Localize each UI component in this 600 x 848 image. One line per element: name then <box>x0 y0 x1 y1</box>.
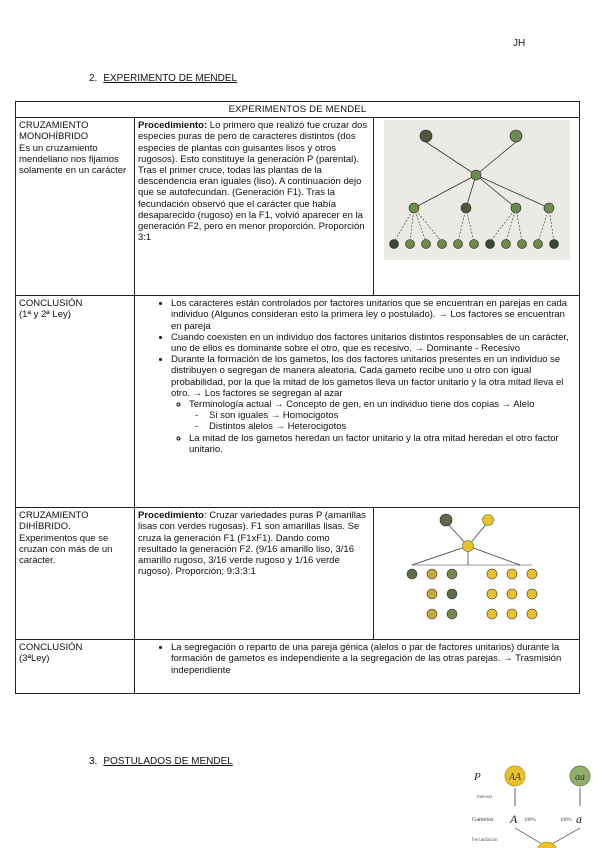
gametes-label: Gametos <box>472 817 494 823</box>
genotype-cross-diagram <box>470 760 600 848</box>
monohybrid-procedure-cell <box>135 118 374 296</box>
dash-item: - Distintos alelos → Heterocigotos <box>209 421 576 432</box>
percent-recessive: 100% <box>560 818 572 823</box>
list-item: • Los caracteres están controlados por factores unitarios que se encuentran en parejas en cada individuo (Algunos consideran esto la primera ley o postulado). → Los factores se encuentran en pareja <box>171 298 576 332</box>
sub-list <box>171 399 576 455</box>
conclusion-1-list <box>138 298 576 455</box>
row-monohybrid <box>16 118 580 296</box>
dihybrid-desc: Experimentos que se cruzan con más de un carácter. <box>19 532 113 567</box>
mendel-experiments-table <box>15 101 580 694</box>
section-2-number: 2. <box>89 73 98 84</box>
dihybrid-label-cell <box>16 508 135 640</box>
monohybrid-title-1: CRUZAMIENTO <box>19 120 89 132</box>
conclusion-1-laws: (1ª y 2ª Ley) <box>19 309 71 321</box>
author-initials: JH <box>513 38 526 49</box>
monohybrid-figure-cell <box>374 118 580 296</box>
conclusion-1-label-cell <box>16 296 135 508</box>
percent-dominant: 100% <box>524 818 536 823</box>
dominant-genotype: AA <box>508 772 522 783</box>
dihybrid-procedure-cell <box>135 508 374 640</box>
monohybrid-label-cell <box>16 118 135 296</box>
monohybrid-proc-text: Lo primero que realizó fue cruzar dos especies puras de pero de caracteres distintos (dos especies de plantas con guisantes lisos y otros rugosos). Esto constituye la generación P (parental). Tras el primer cruce, todas las plantas de la descendencia eran iguales (liso). A continuación dejo que se autofecundan. (Generación F1). Tras la fecundación observó que el carácter que había desaparecido (rugoso) en la F1, volvió aparecer en la generación F2, pero en menor proporción. Proporción 3:1 <box>138 120 368 244</box>
dihybrid-cross-diagram <box>402 510 552 634</box>
list-item: • La segregación o reparto de una pareja génica (alelos o par de factores unitarios) durante la formación de gametos es independiente a la segregación de las otras parejas. → Trasmisión independiente <box>171 642 576 676</box>
row-conclusion-3 <box>16 640 580 694</box>
conclusion-1-title: CONCLUSIÓN <box>19 298 83 310</box>
row-conclusion-1 <box>16 296 580 508</box>
monohybrid-title-2: MONOHÍBRIDO <box>19 131 89 143</box>
gamete-recessive: a <box>576 812 582 826</box>
dihybrid-proc-text: : Cruzar variedades puras P (amarillas lisas con verdes rugosas). F1 son amarillas lisas. Se cruza la generación F1 (F1xF1). Dando como resultado la generación F2. (9/16 amarillo liso, 3/16 amarillo rugoso, 3/16 verde rugoso y 1/16 verde rugoso). Proporción; 9:3:3:1 <box>138 510 366 578</box>
conclusion-3-title: CONCLUSIÓN <box>19 642 83 654</box>
monohybrid-cross-diagram <box>384 120 570 260</box>
conclusion-1-content <box>135 296 580 508</box>
section-3-heading <box>89 756 233 767</box>
dash-item: - Si son iguales → Homocigotos <box>209 410 576 421</box>
meiosis-label: meiosis <box>477 795 493 800</box>
section-3-title: POSTULADOS DE MENDEL <box>103 756 233 767</box>
sub-list-item <box>189 399 576 433</box>
list-item <box>171 354 576 455</box>
conclusion-3-list <box>138 642 576 676</box>
arrow-line <box>552 828 580 844</box>
dash-list <box>189 410 576 432</box>
monohybrid-desc: Es un cruzamiento mendeliano nos fijamos solamente en un carácter <box>19 142 127 177</box>
sub-list-item-text: Terminología actual → Concepto de gen, en un individuo tiene dos copias → Alelo <box>189 399 535 411</box>
conclusion-3-label-cell <box>16 640 135 694</box>
list-item: • Cuando coexisten en un individuo dos factores unitarios distintos responsables de un carácter, uno de ellos es dominante sobre el otro, que es recesivo. → Dominante - Recesivo <box>171 332 576 354</box>
dihybrid-title-2: DIHÍBRIDO. <box>19 521 71 533</box>
gamete-dominant: A <box>510 812 518 826</box>
dihybrid-title-1: CRUZAMIENTO <box>19 510 89 522</box>
dihybrid-figure-cell <box>374 508 580 640</box>
monohybrid-proc-label: Procedimiento: <box>138 120 208 132</box>
fertilization-label: Fecundación <box>472 838 498 843</box>
list-item-text: Durante la formación de los gametos, los dos factores unitarios presentes en un individuo se distribuyen o segregan de manera aleatoria. Cada gameto recibe uno u otro con igual probabilidad, por la que la mitad de los gametos lleva un factor unitario y la otra mitad lleva el otro. → Los factores se segregan al azar <box>171 354 564 399</box>
table-title: EXPERIMENTOS DE MENDEL <box>16 102 580 118</box>
sub-list-item: ◦ La mitad de los gametos heredan un factor unitario y la otra mitad heredan el otro factor unitario. <box>189 433 576 455</box>
dihybrid-proc-label: Procedimiento <box>138 510 204 522</box>
section-2-heading <box>89 73 237 84</box>
arrow-line <box>515 828 542 844</box>
section-3-number: 3. <box>89 756 98 767</box>
section-2-title: EXPERIMENTO DE MENDEL <box>103 73 238 84</box>
conclusion-3-law: (3ªLey) <box>19 653 50 665</box>
recessive-genotype: aa <box>575 772 585 783</box>
parental-label: P <box>474 771 481 783</box>
row-dihybrid <box>16 508 580 640</box>
conclusion-3-content <box>135 640 580 694</box>
